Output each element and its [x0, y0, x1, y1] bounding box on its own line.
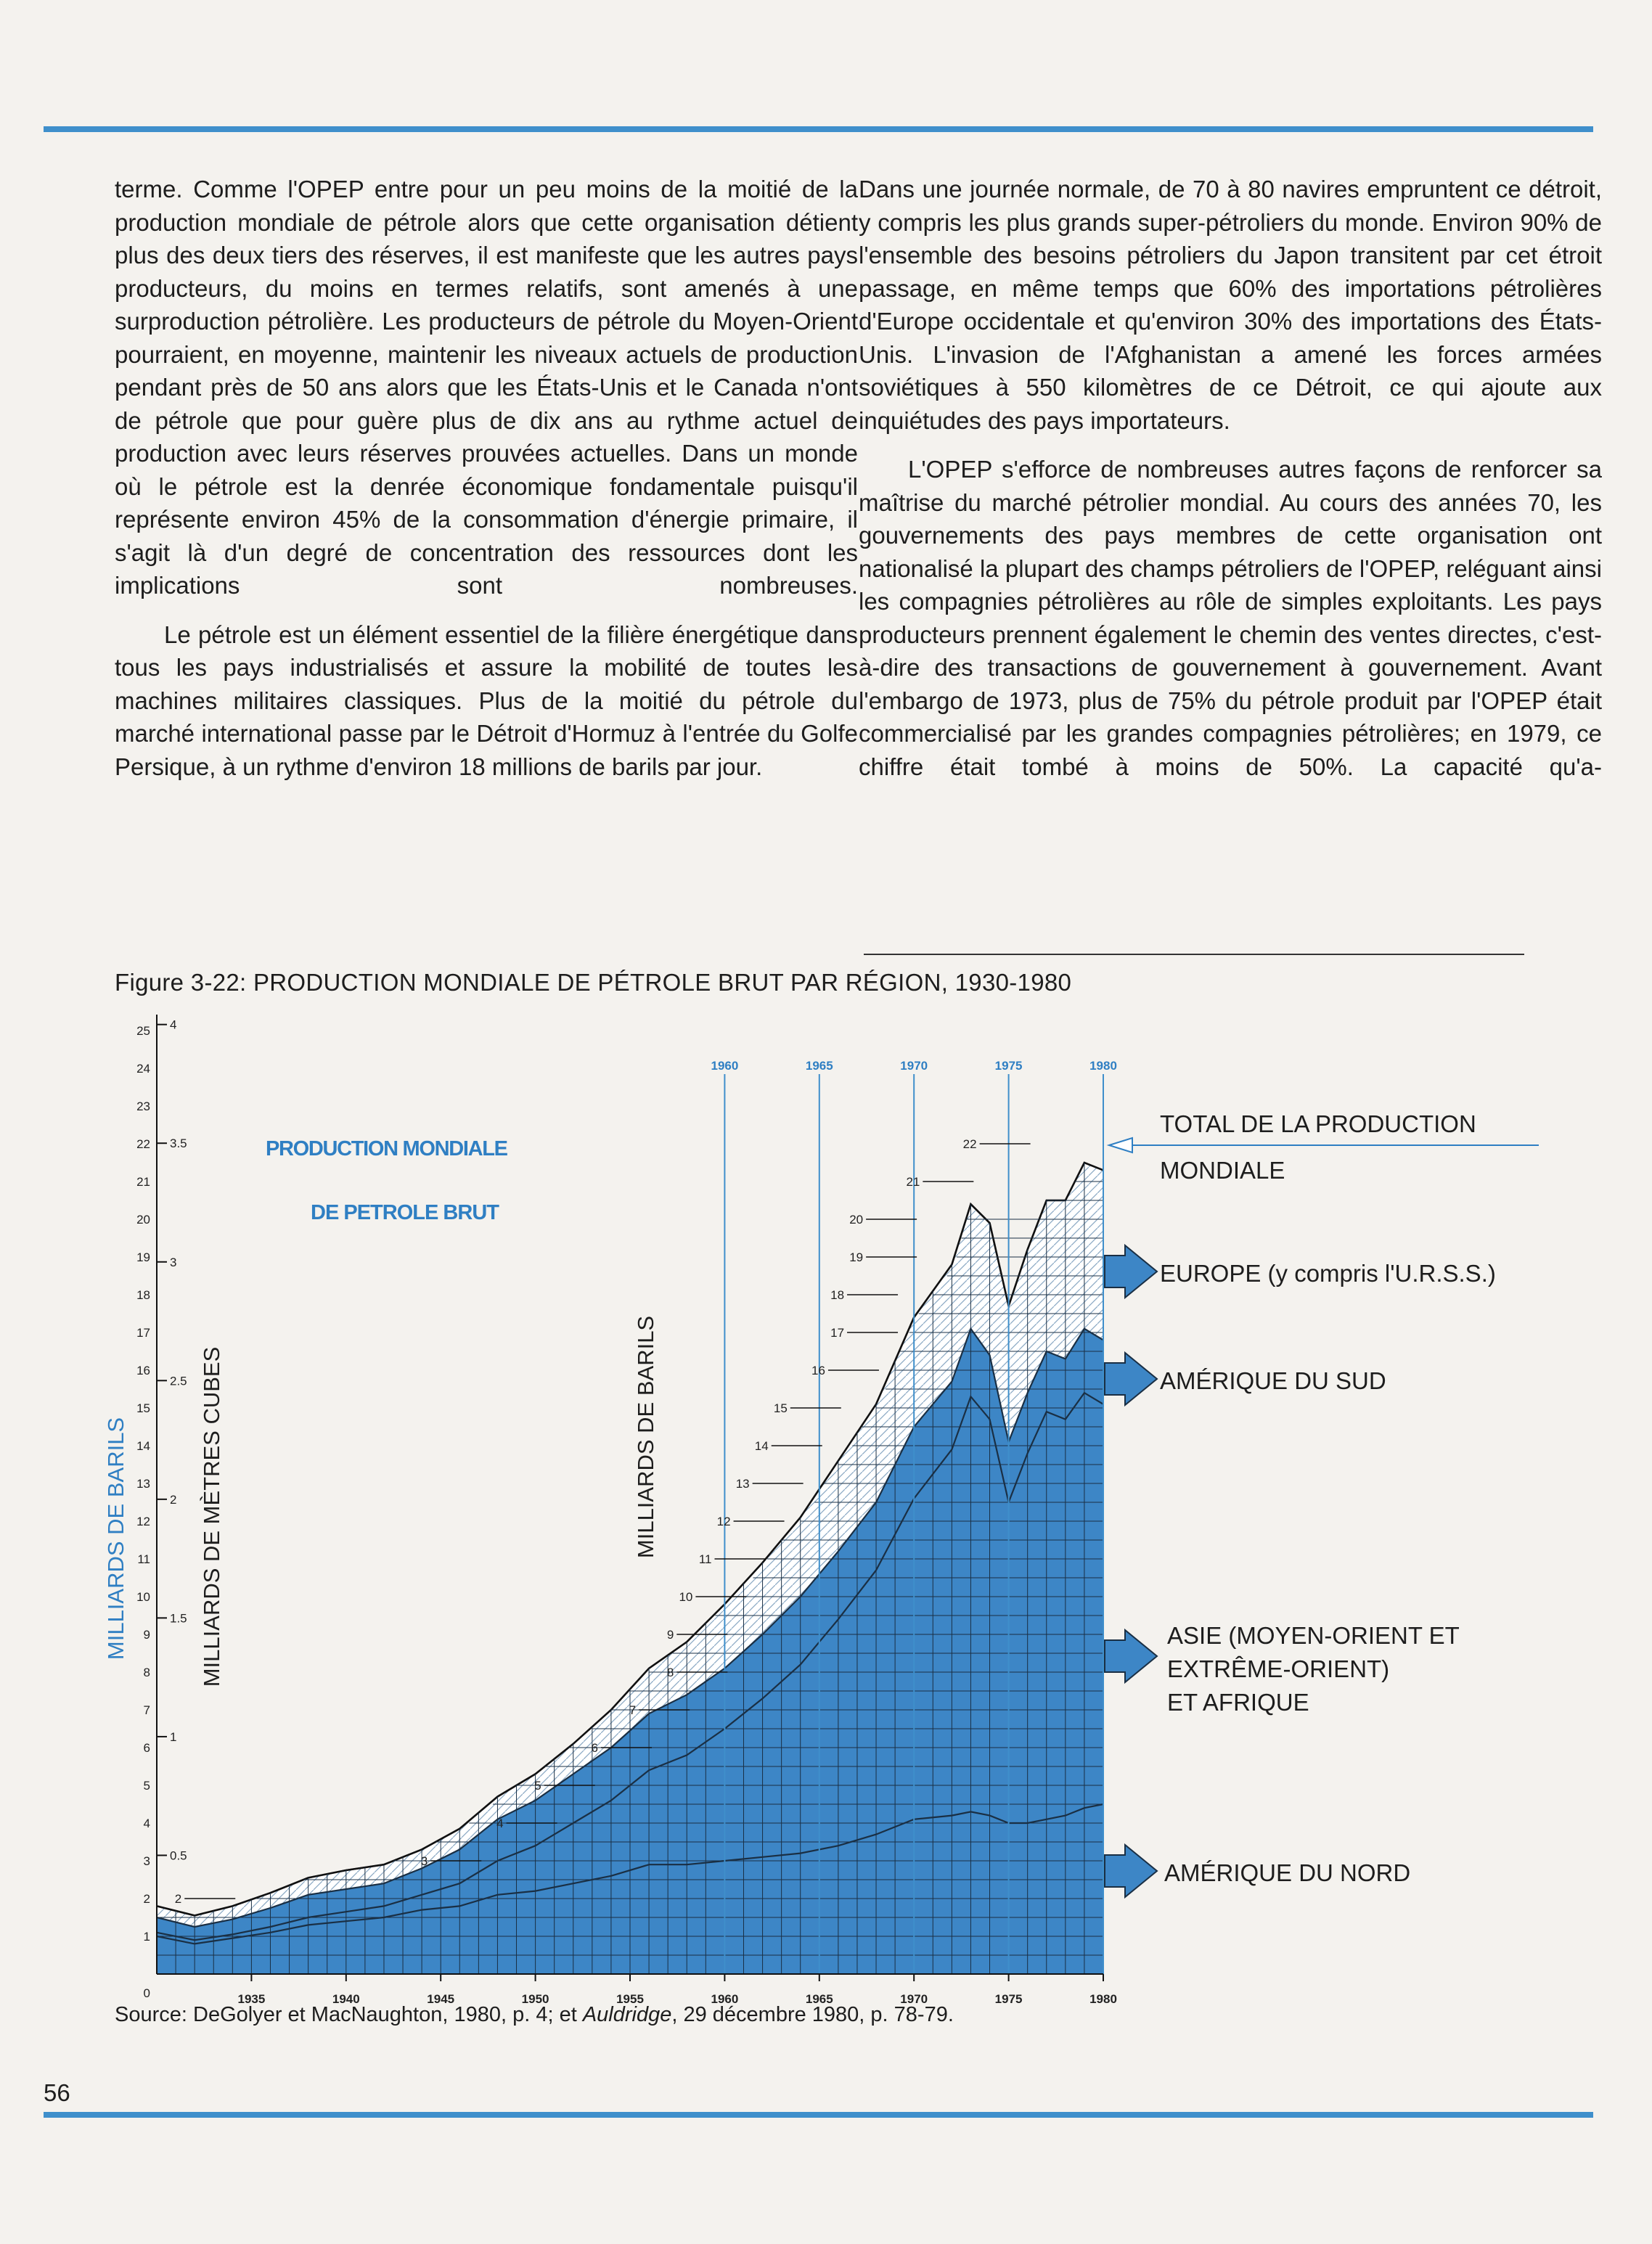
y-tick-label: 14 [136, 1439, 150, 1453]
legend-arrow-europe [1105, 1245, 1157, 1298]
legend-total-line-2: MONDIALE [1160, 1157, 1285, 1184]
y-tick-label: 20 [136, 1213, 150, 1227]
y-tick-label: 21 [136, 1175, 150, 1189]
y-tick-label: 8 [143, 1666, 150, 1679]
cubic-tick-label: 2 [170, 1492, 177, 1507]
curve-value-label: 19 [849, 1250, 864, 1264]
curve-value-label: 17 [830, 1326, 845, 1340]
figure-source [115, 2003, 954, 2027]
body-paragraph: L'OPEP s'efforce de nombreuses autres façons de renforcer sa maîtrise du marché pétrolier mondial. Au cours des années 70, les gouvernements des pays membres de cette organisation ont nationalisé la plupart des champs pétroliers de l'OPEP, reléguant ainsi les compagnies pétrolières au rôle de simples exploitants. Les pays producteurs prennent également le chemin des ventes directes, c'est-à-dire des transactions de gouvernement à gouvernement. Avant l'embargo de 1973, plus de 75% du pétrole produit par l'OPEP était commercialisé par les grandes compagnies pétrolières; en 1979, ce chiffre était tombé à moins de 50%. La capacité qu'a- [859, 456, 1602, 780]
y-tick-label: 3 [143, 1854, 150, 1868]
cubic-tick-label: 1.5 [170, 1611, 187, 1626]
y-tick-label: 22 [136, 1137, 150, 1151]
x-tick-label: 1970 [900, 1992, 928, 2006]
cubic-tick-label: 2.5 [170, 1374, 187, 1388]
y-tick-label: 4 [143, 1817, 150, 1830]
curve-value-label: 14 [754, 1439, 769, 1453]
y-tick-label: 23 [136, 1100, 150, 1113]
source-italic: Auldridge [582, 2003, 672, 2026]
x-tick-label: 1950 [521, 1992, 549, 2006]
top-year-label: 1960 [711, 1059, 739, 1073]
inner-title-line-2: DE PETROLE BRUT [311, 1201, 499, 1224]
curve-value-label: 8 [666, 1666, 674, 1679]
y-tick-label: 17 [136, 1326, 150, 1340]
legend-arrow-asia-africa [1105, 1630, 1157, 1682]
y-tick-label: 9 [143, 1628, 150, 1642]
y-tick-label: 10 [136, 1590, 150, 1604]
y-tick-label: 5 [143, 1779, 150, 1793]
cubic-tick-label: 3 [170, 1255, 177, 1269]
curve-value-label: 6 [591, 1741, 598, 1755]
y-tick-label: 19 [136, 1250, 150, 1264]
curve-value-label: 22 [962, 1137, 977, 1151]
cubic-tick-label: 0.5 [170, 1848, 187, 1863]
y-tick-label: 25 [136, 1024, 150, 1038]
x-tick-label: 1975 [994, 1992, 1023, 2006]
curve-value-label: 5 [534, 1779, 541, 1793]
curve-value-label: 4 [496, 1817, 504, 1830]
y-tick-label: 24 [136, 1062, 150, 1076]
cubic-tick-label: 1 [170, 1729, 177, 1744]
page-number: 56 [44, 2079, 70, 2106]
y-tick-label: 12 [136, 1515, 150, 1528]
x-tick-label: 1940 [332, 1992, 360, 2006]
x-tick-label: 1960 [711, 1992, 739, 2006]
legend-asia-line-2: EXTRÊME-ORIENT) [1167, 1655, 1390, 1682]
top-year-label: 1975 [994, 1059, 1023, 1073]
curve-value-label: 9 [666, 1628, 674, 1642]
curve-value-label: 10 [679, 1590, 693, 1604]
inner-title-line-1: PRODUCTION MONDIALE [266, 1137, 508, 1160]
x-tick-label: 1965 [805, 1992, 833, 2006]
y-axis-title-inner: MILLIARDS DE BARILS [633, 1315, 658, 1559]
y-tick-label: 6 [143, 1741, 150, 1755]
y-tick-label: 2 [143, 1892, 150, 1906]
y-tick-label: 7 [143, 1703, 150, 1717]
top-year-label: 1965 [805, 1059, 833, 1073]
x-tick-label: 1955 [616, 1992, 644, 2006]
legend-south-america: AMÉRIQUE DU SUD [1160, 1367, 1386, 1394]
y-axis-title-barrels: MILLIARDS DE BARILS [103, 1417, 128, 1661]
y-tick-label: 13 [136, 1477, 150, 1491]
curve-value-label: 2 [174, 1892, 182, 1906]
curve-value-label: 12 [716, 1515, 731, 1528]
body-paragraph: Dans une journée normale, de 70 à 80 navires empruntent ce détroit, y compris les plus grands super-pétroliers du monde. Environ 90% de l'ensemble des besoins pétroliers du Japon transitent par cet étroit passage, en même temps que 60% des importations pétrolières d'Europe occidentale et qu'environ 30% des importations des États-Unis. L'invasion de l'Afghanistan a amené les forces armées soviétiques à 550 kilomètres de ce Détroit, ce qui ajoute aux inquiétudes des pays importateurs. [859, 176, 1602, 434]
source-text-end: , 29 décembre 1980, p. 78-79. [671, 2003, 954, 2026]
y-tick-label: 18 [136, 1288, 150, 1302]
curve-value-label: 20 [849, 1213, 864, 1227]
curve-value-label: 13 [735, 1477, 750, 1491]
curve-value-label: 11 [698, 1552, 712, 1566]
source-text: Source: DeGolyer et MacNaughton, 1980, p. 4; et [115, 2003, 583, 2026]
body-paragraph: Le pétrole est un élément essentiel de la filière énergétique dans tous les pays industrialisés et assure la mobilité de toutes les machines militaires classiques. Plus de la moitié du pétrole du marché international passe par le Détroit d'Hormuz à l'entrée du Golfe Persique, à un rythme d'environ 18 millions de barils par jour. [115, 621, 858, 780]
y-tick-label: 1 [143, 1930, 150, 1944]
figure-title: Figure 3-22: PRODUCTION MONDIALE DE PÉTROLE BRUT PAR RÉGION, 1930-1980 [115, 969, 1072, 996]
legend-arrow-north-america [1105, 1845, 1157, 1897]
cubic-tick-label: 4 [170, 1017, 177, 1032]
body-paragraph: terme. Comme l'OPEP entre pour un peu moins de la moitié de la production mondiale de pétrole alors que cette organisation détient plus des deux tiers des réserves, il est manifeste que les autres pays producteurs, du moins en termes relatifs, sont amenés à une surproduction pétrolière. Les producteurs de pétrole du Moyen-Orient pourraient, en moyenne, maintenir les niveaux actuels de production pendant près de 50 ans alors que les États-Unis et le Canada n'ont de pétrole que pour guère plus de dix ans au rythme actuel de production avec leurs réserves prouvées actuelles. Dans un monde où le pétrole est la denrée économique fondamentale puisqu'il représente environ 45% de la consommation d'énergie primaire, il s'agit là d'un degré de concentration des ressources dont les implications sont nombreuses. [115, 176, 858, 599]
bottom-rule [44, 2112, 1593, 2118]
y-tick-label: 11 [137, 1552, 150, 1566]
y-tick-label: 15 [136, 1401, 150, 1415]
legend-europe: EUROPE (y compris l'U.R.S.S.) [1160, 1260, 1496, 1287]
x-tick-label: 1945 [427, 1992, 455, 2006]
top-year-label: 1980 [1089, 1059, 1117, 1073]
legend-arrow-south-america [1105, 1353, 1157, 1405]
legend-asia-line-3: ET AFRIQUE [1167, 1689, 1309, 1716]
top-year-label: 1970 [900, 1059, 928, 1073]
total-pointer-arrow [1109, 1138, 1132, 1152]
curve-value-label: 21 [906, 1175, 920, 1189]
cubic-tick-label: 3.5 [170, 1137, 187, 1151]
curve-value-label: 3 [420, 1854, 428, 1868]
curve-value-label: 18 [830, 1288, 845, 1302]
curve-value-label: 7 [629, 1703, 637, 1717]
x-tick-label: 1980 [1089, 1992, 1117, 2006]
legend-asia-line-1: ASIE (MOYEN-ORIENT ET [1167, 1622, 1460, 1649]
curve-value-label: 16 [811, 1364, 825, 1377]
curve-value-label: 15 [773, 1401, 788, 1415]
x-tick-label: 1935 [237, 1992, 266, 2006]
zero-label: 0 [143, 1986, 150, 2000]
y-axis-title-cubic: MILLIARDS DE MÈTRES CUBES [199, 1346, 224, 1687]
legend-north-america: AMÉRIQUE DU NORD [1164, 1859, 1411, 1886]
legend-total-line-1: TOTAL DE LA PRODUCTION [1160, 1110, 1476, 1137]
y-tick-label: 16 [136, 1364, 150, 1377]
